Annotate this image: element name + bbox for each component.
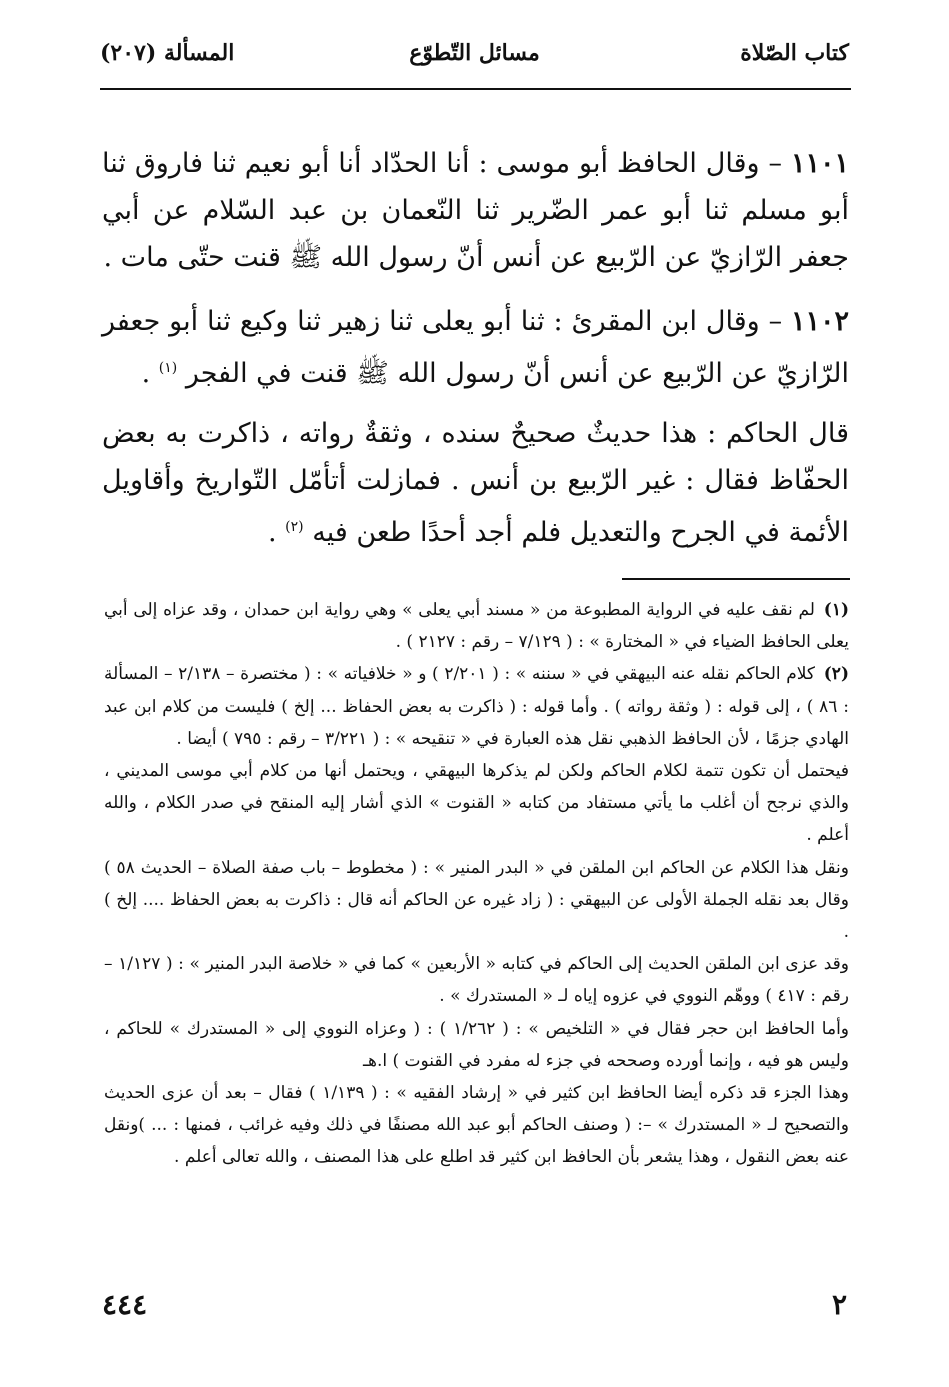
footnote-2-para: ونقل هذا الكلام عن الحاكم ابن الملقن في « البدر المنير » : ( مخطوط – باب صفة الصلاة – الحديث ٥٨ ) وقال بعد نقله الجملة الأولى عن البيهقي : ( زاد غيره عن الحاكم أنه قال : ذاكرت به بعض الحفاظ .... إلخ ) . (104, 857, 849, 943)
period: . (141, 358, 151, 389)
footnote-2-para: وهذا الجزء قد ذكره أيضا الحافظ ابن كثير في « إرشاد الفقيه » : ( ١/١٣٩ ) فقال – بعد أن عزى الحديث والتصحيح لـ « المستدرك » –: ( وصنف الحاكم أبو عبد الله مصنفًا في ذلك وفيه غرائب ، فمنها : ... )ونقل عنه بعض النقول ، وهذا يشعر بأن الحافظ ابن كثير قد اطلع على هذا المصنف ، والله تعالى أعلم . (104, 1083, 849, 1168)
hadith-number: ١١٠٢ (790, 306, 849, 337)
period: . (267, 517, 277, 548)
footnote-2-para: فيحتمل أن تكون تتمة لكلام الحاكم ولكن لم يذكرها البيهقي ، ويحتمل أنها من كلام أبي موسى المديني ، والذي نرجح أن أغلب ما يأتي مستفاد من كتابه « القنوت » الذي أشار إليه المنقح في صدر الكلام ، والله أعلم . (104, 761, 849, 846)
hadith-text: – وقال ابن المقرئ : ثنا أبو يعلى ثنا زهير ثنا وكيع ثنا أبو جعفر الرّازيّ عن الرّبيع عن أنس أنّ رسول الله ﷺ قنت في الفجر (102, 306, 849, 389)
footnote-text: كلام الحاكم نقله عنه البيهقي في « سننه » : ( ٢/٢٠١ ) و « خلافياته » : ( مختصرة – ٢/١٣٨ – المسألة : ٨٦ ) ، إلى قوله : ( وثقة رواته ) . وأما قوله : ( ذاكرت به بعض الحفاظ ... إلخ ) فليست من كلام ابن عبد الهادي جزمًا ، لأن الحافظ الذهبي نقل هذه العبارة في « تنقيحه » : ( ٣/٢٢١ – رقم : ٧٩٥ ) أيضا . (104, 664, 849, 749)
header-rule (100, 88, 851, 90)
footnote-ref-2: (٢) (285, 519, 304, 535)
footnote-2-para: وأما الحافظ ابن حجر فقال في « التلخيص » : ( ١/٢٦٢ ) : ( وعزاه النووي إلى « المستدرك » للحاكم ، وليس هو فيه ، وإنما أورده وصححه في جزء له مفرد في القنوت ) ا.هـ (104, 1018, 849, 1071)
signature-mark: ٢ (831, 1288, 847, 1321)
footnote-2 (104, 658, 849, 755)
running-head-issue: المسألة (٢٠٧) (100, 40, 235, 66)
footnote-rule (622, 578, 850, 580)
footnote-number: (٢) (823, 664, 849, 685)
paragraph-hakim (102, 410, 849, 556)
footnote-ref-1: (١) (158, 360, 178, 376)
running-head-book: كتاب الصّلاة (740, 40, 849, 66)
footnote-2-para: وقد عزى ابن الملقن الحديث إلى الحاكم في كتابه « الأربعين » كما في « خلاصة البدر المنير » : ( ١/١٢٧ – رقم : ٤١٧ ) ووهّم النووي في عزوه إياه لـ « المستدرك » . (104, 954, 849, 1007)
footnote-number: (١) (823, 600, 849, 620)
hadith-number: ١١٠١ (790, 148, 849, 179)
running-head-chapter: مسائل التّطوّع (409, 40, 540, 66)
paragraph-1101 (102, 140, 849, 281)
footnote-1 (104, 594, 849, 658)
footnote-text: لم نقف عليه في الرواية المطبوعة من « مسند أبي يعلى » وهي رواية ابن حمدان ، وقد عزاه إلى أبي يعلى الحافظ الضياء في « المختارة » : ( ٧/١٢٩ – رقم : ٢١٢٧ ) . (104, 600, 849, 653)
page-number: ٤٤٤ (102, 1288, 148, 1321)
hakim-text: قال الحاكم : هذا حديثٌ صحيحٌ سنده ، وثقةٌ رواته ، ذاكرت به بعض الحفّاظ فقال : غير الرّبيع بن أنس . فمازلت أتأمّل التّواريخ وأقاويل الأئمة في الجرح والتعديل فلم أجد أحدًا طعن فيه (102, 418, 849, 548)
hadith-text: – وقال الحافظ أبو موسى : أنا الحدّاد أنا أبو نعيم ثنا فاروق ثنا أبو مسلم ثنا أبو عمر الضّرير ثنا النّعمان بن عبد السّلام عن أبي جعفر الرّازيّ عن الرّبيع عن أنس أنّ رسول الله ﷺ قنت حتّى مات . (102, 148, 849, 273)
footnotes (104, 594, 849, 1174)
paragraph-1102 (102, 298, 849, 397)
